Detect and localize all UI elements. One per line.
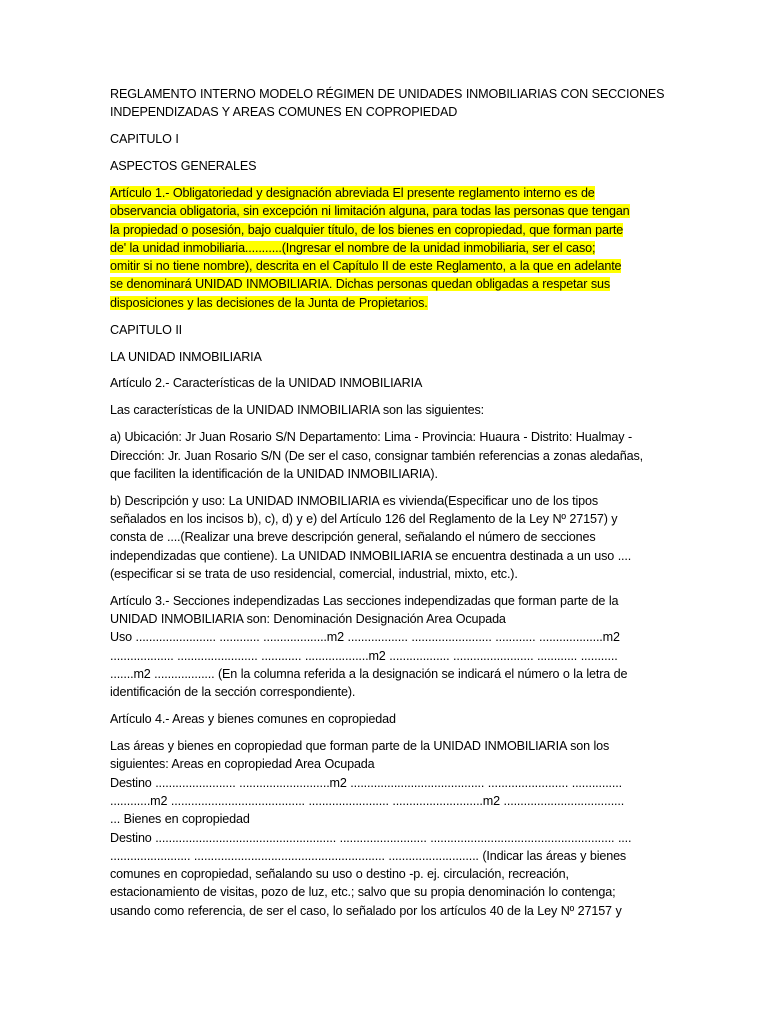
article-3-line: Uso ........................ ............ ...................m2 .................. ........................ ............ ...................m2 <box>110 630 620 645</box>
item-a-line: que faciliten la identificación de la UNIDAD INMOBILIARIA). <box>110 466 438 481</box>
article-1-line: de' la unidad inmobiliaria...........(Ingresar el nombre de la unidad inmobiliaria, ser el caso; <box>110 240 596 255</box>
article-3-line: identificación de la sección correspondiente). <box>110 685 356 700</box>
article-3-paragraph <box>110 592 658 702</box>
article-2-intro: Las características de la UNIDAD INMOBILIARIA son las siguientes: <box>110 403 485 418</box>
article-1-line: disposiciones y las decisiones de la Junta de Propietarios. <box>110 295 428 310</box>
article-3-line: ................... ........................ ............ ...................m2 .................. ........................ ............ ........... <box>110 648 618 663</box>
title-line: INDEPENDIZADAS Y AREAS COMUNES EN COPROPIEDAD <box>110 105 458 120</box>
chapter-1-title: ASPECTOS GENERALES <box>110 159 257 174</box>
title-line: REGLAMENTO INTERNO MODELO RÉGIMEN DE UNIDADES INMOBILIARIAS CON SECCIONES <box>110 87 665 101</box>
article-1-paragraph <box>110 184 658 312</box>
item-a-paragraph <box>110 428 658 483</box>
article-4-line: ............m2 ........................................ ........................ ...........................m2 .................................... <box>110 793 625 808</box>
item-b-paragraph <box>110 492 658 583</box>
article-1-line: omitir si no tiene nombre), descrita en el Capítulo II de este Reglamento, a la que en adelante <box>110 259 622 274</box>
article-3-line: UNIDAD INMOBILIARIA son: Denominación Designación Area Ocupada <box>110 612 506 627</box>
chapter-2-title: LA UNIDAD INMOBILIARIA <box>110 349 262 364</box>
item-b-line: (especificar si se trata de uso residencial, comercial, industrial, mixto, etc.). <box>110 566 518 581</box>
article-4-line: estacionamiento de visitas, pozo de luz, etc.; salvo que su propia denominación lo contenga; <box>110 885 616 900</box>
document-title <box>110 85 665 122</box>
item-b-line: independizadas que contiene). La UNIDAD INMOBILIARIA se encuentra destinada a un uso .... <box>110 548 632 563</box>
article-4-paragraph <box>110 737 658 920</box>
article-2-heading: Artículo 2.- Características de la UNIDAD INMOBILIARIA <box>110 376 423 391</box>
item-a-line: Dirección: Jr. Juan Rosario S/N (De ser el caso, consignar también referencias a zonas aledañas, <box>110 448 643 463</box>
article-4-line: usando como referencia, de ser el caso, lo señalado por los artículos 40 de la Ley Nº 27157 y <box>110 903 622 918</box>
article-3-line: .......m2 .................. (En la columna referida a la designación se indicará el número o la letra de <box>110 666 628 681</box>
article-4-line: ... Bienes en copropiedad <box>110 812 250 827</box>
article-3-line: Artículo 3.- Secciones independizadas Las secciones independizadas que forman parte de la <box>110 593 619 608</box>
article-1-line: la propiedad o posesión, bajo cualquier título, de los bienes en copropiedad, que forman parte <box>110 222 624 237</box>
item-b-line: señalados en los incisos b), c), d) y e) del Artículo 126 del Reglamento de la Ley Nº 27157) y <box>110 511 618 526</box>
article-4-line: siguientes: Areas en copropiedad Area Ocupada <box>110 757 375 772</box>
item-b-line: consta de ....(Realizar una breve descripción general, señalando el número de secciones <box>110 530 596 545</box>
article-4-line: Las áreas y bienes en copropiedad que forman parte de la UNIDAD INMOBILIARIA son los <box>110 739 610 754</box>
document-body <box>110 85 665 929</box>
article-4-line: comunes en copropiedad, señalando su uso o destino -p. ej. circulación, recreación, <box>110 867 569 882</box>
article-1-line: se denominará UNIDAD INMOBILIARIA. Dichas personas quedan obligadas a respetar sus <box>110 277 610 292</box>
article-1-line: Artículo 1.- Obligatoriedad y designación abreviada El presente reglamento interno es de <box>110 185 595 200</box>
chapter-1-heading: CAPITULO I <box>110 132 179 147</box>
article-4-line: Destino ........................ ...........................m2 ........................................ ........................ ............... <box>110 775 622 790</box>
article-4-heading: Artículo 4.- Areas y bienes comunes en copropiedad <box>110 712 396 727</box>
item-b-line: b) Descripción y uso: La UNIDAD INMOBILIARIA es vivienda(Especificar uno de los tipos <box>110 493 599 508</box>
chapter-2-heading: CAPITULO II <box>110 322 183 337</box>
article-4-line: ........................ ......................................................... ........................... (Indicar las áreas y bienes <box>110 848 627 863</box>
article-4-line: Destino ...................................................... .......................... ....................................................... .... <box>110 830 632 845</box>
article-1-line: observancia obligatoria, sin excepción ni limitación alguna, para todas las personas que tengan <box>110 204 630 219</box>
item-a-line: a) Ubicación: Jr Juan Rosario S/N Departamento: Lima - Provincia: Huaura - Distrito: Hualmay - <box>110 430 633 445</box>
